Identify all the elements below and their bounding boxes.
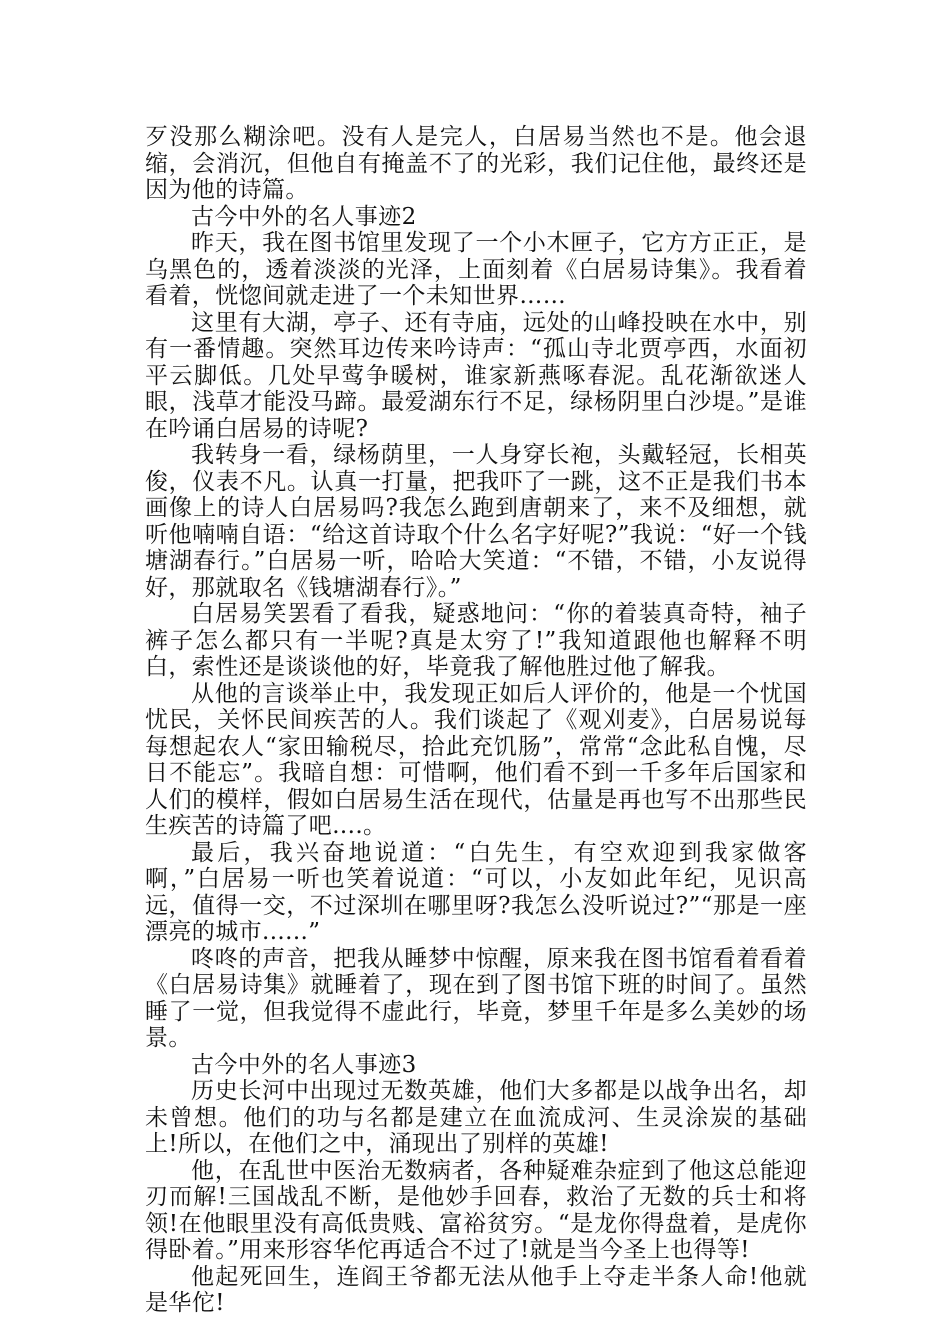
paragraph: 这里有大湖，亭子、还有寺庙，远处的山峰投映在水中，别有一番情趣。突然耳边传来吟诗声：“孤山寺北贾亭西，水面初平云脚低。几处早莺争暖树，谁家新燕啄春泥。乱花渐欲迷人眼，浅草才能没马蹄。最爱湖东行不足，绿杨阴里白沙堤。”是谁在吟诵白居易的诗呢?	[145, 309, 807, 442]
paragraph: 从他的言谈举止中，我发现正如后人评价的，他是一个忧国忧民，关怀民间疾苦的人。我们谈起了《观刈麦》，白居易说每每想起农人“家田输税尽，拾此充饥肠”，常常“念此私自愧，尽日不能忘”。我暗自想：可惜啊，他们看不到一千多年后国家和人们的模样，假如白居易生活在现代，估量是再也写不出那些民生疾苦的诗篇了吧....。	[145, 680, 807, 839]
document-page	[145, 124, 807, 1317]
paragraph: 白居易笑罢看了看我，疑惑地问：“你的着装真奇特，袖子裤子怎么都只有一半呢?真是太穷了!”我知道跟他也解释不明白，索性还是谈谈他的好，毕竟我了解他胜过他了解我。	[145, 601, 807, 680]
paragraph: 咚咚的声音，把我从睡梦中惊醒，原来我在图书馆看着看着《白居易诗集》就睡着了，现在到了图书馆下班的时间了。虽然睡了一觉，但我觉得不虚此行，毕竟，梦里千年是多么美妙的场景。	[145, 945, 807, 1051]
paragraph-continuation: 歹没那么糊涂吧。没有人是完人，白居易当然也不是。他会退缩，会消沉，但他自有掩盖不了的光彩，我们记住他，最终还是因为他的诗篇。	[145, 124, 807, 203]
paragraph: 他，在乱世中医治无数病者，各种疑难杂症到了他这总能迎刃而解!三国战乱不断，是他妙手回春，救治了无数的兵士和将领!在他眼里没有高低贵贱、富裕贫穷。“是龙你得盘着，是虎你得卧着。”用来形容华佗再适合不过了!就是当今圣上也得等!	[145, 1157, 807, 1263]
paragraph: 最后，我兴奋地说道：“白先生，有空欢迎到我家做客啊，”白居易一听也笑着说道：“可以，小友如此年纪，见识高远，值得一交，不过深圳在哪里呀?我怎么没听说过?”“那是一座漂亮的城市......”	[145, 839, 807, 945]
paragraph: 他起死回生，连阎王爷都无法从他手上夺走半条人命!他就是华佗!	[145, 1263, 807, 1316]
section-heading-3: 古今中外的名人事迹3	[191, 1051, 417, 1078]
paragraph: 昨天，我在图书馆里发现了一个小木匣子，它方方正正，是乌黑色的，透着淡淡的光泽，上面刻着《白居易诗集》。我看着看着，恍惚间就走进了一个未知世界……	[145, 230, 807, 309]
section-heading-2: 古今中外的名人事迹2	[191, 203, 417, 230]
paragraph: 我转身一看，绿杨荫里，一人身穿长袍，头戴轻冠，长相英俊，仪表不凡。认真一打量，把我吓了一跳，这不正是我们书本画像上的诗人白居易吗?我怎么跑到唐朝来了，来不及细想，就听他喃喃自语：“给这首诗取个什么名字好呢?”我说：“好一个钱塘湖春行。”白居易一听，哈哈大笑道：“不错，不错，小友说得好，那就取名《钱塘湖春行》。”	[145, 442, 807, 601]
paragraph: 历史长河中出现过无数英雄，他们大多都是以战争出名，却未曾想。他们的功与名都是建立在血流成河、生灵涂炭的基础上!所以，在他们之中，涌现出了别样的英雄!	[145, 1078, 807, 1157]
